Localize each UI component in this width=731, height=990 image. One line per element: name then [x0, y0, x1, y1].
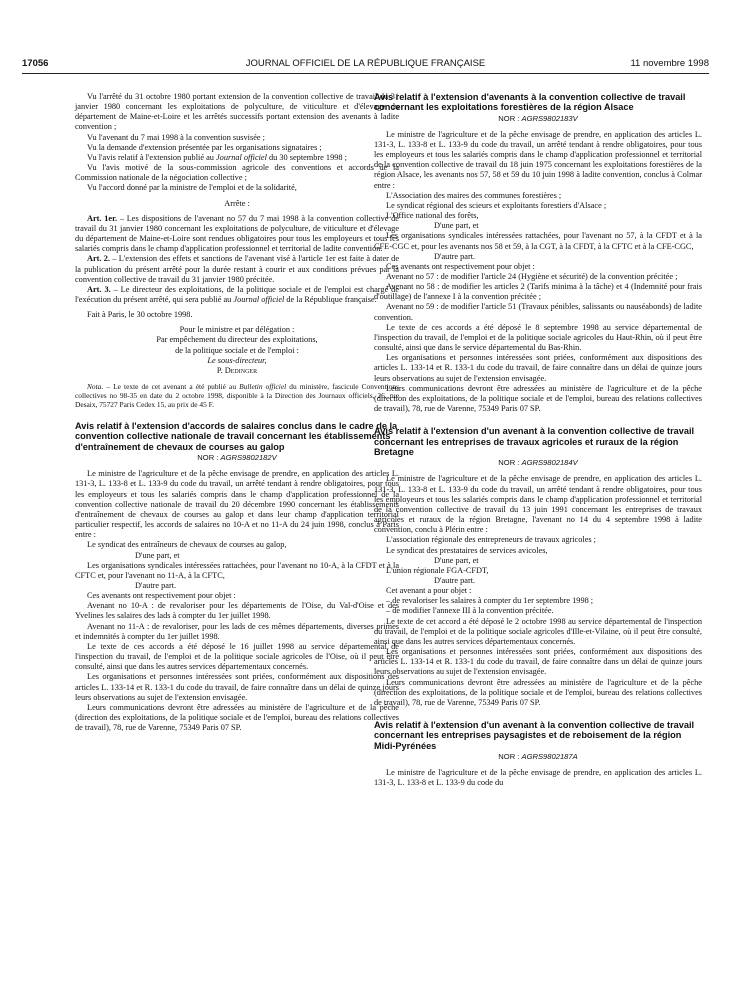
avis-paragraph: Avenant no 11-A : de revaloriser, pour les lads de ces mêmes départements, diverses primes et indemnités à compter du 1er juillet 1998.	[75, 621, 399, 641]
nor-code: AGRS9802183V	[521, 113, 578, 123]
arrete-heading: Arrête :	[224, 198, 250, 208]
avis-paragraph: Le texte de ces accords a été déposé le 8 septembre 1998 au service départemental de l'inspection du travail, de l'emploi et de la politique sociale agricoles du Haut-Rhin, où il peut être consulté, ainsi que dans le service départemental du Bas-Rhin.	[374, 322, 702, 353]
nor-code: AGRS9802187A	[521, 752, 578, 762]
article-3-label: Art. 3.	[87, 284, 111, 294]
avis-paragraph: Le texte de ces accords a été déposé le 16 juillet 1998 au service départemental de l'inspection du travail, de l'emploi et de la politique sociale agricoles de l'Oise, où il peut être consulté, ainsi que dans les autres services départementaux concernés.	[75, 641, 399, 672]
visa-paragraph: Vu la demande d'extension présentée par les organisations signataires ;	[87, 142, 322, 152]
avis-paragraph: D'autre part.	[135, 581, 177, 590]
nor-reference	[374, 752, 702, 762]
avis-paragraph: L'Association des maires des communes forestières ;	[386, 190, 562, 200]
article-3	[75, 285, 399, 305]
article-1-text: – Les dispositions de l'avenant no 57 du 7 mai 1998 à la convention collective de travail du 31 janvier 1980 concernant les exploitations de polyculture, de viticulture et d'élevage du département de Maine-et-Loire sont rendues obligatoires pour tous les employeurs et tous les salariés compris dans le champ d'application professionnel et territorial de ladite convention.	[75, 213, 399, 254]
avis-paragraph: Ces avenants ont respectivement pour objet :	[87, 591, 236, 601]
avis-paragraph: Avenant no 57 : de modifier l'article 24 (Hygiène et sécurité) de la convention précitée ;	[386, 272, 678, 281]
avis-midi-pyrenees-section	[374, 720, 702, 789]
avis-paragraph: D'autre part.	[434, 575, 476, 585]
avis-bretagne-section	[374, 426, 702, 708]
nota-text: – Le texte de cet avenant a été publié au	[106, 382, 237, 392]
article-3-text: – Le directeur des exploitations, de la politique sociale et de l'emploi est chargé de l'exécution du présent arrêté, qui sera publié au	[75, 284, 400, 304]
nor-label: NOR :	[498, 113, 520, 123]
avis-paragraph: Les organisations et personnes intéressées sont priées, conformément aux dispositions des articles L. 133-14 et R. 133-1 du code du travail, de faire connaître dans un délai de quinze jours leurs observations au sujet de l'extension envisagée.	[374, 353, 702, 383]
page-number: 17056	[22, 58, 49, 69]
avis-paragraph: Avenant no 10-A : de revaloriser pour les départements de l'Oise, du Val-d'Oise et des Yvelines les salaires des lads à compter du 1er juillet 1998.	[75, 601, 399, 621]
nor-reference	[374, 458, 702, 468]
avis-title: Avis relatif à l'extension d'avenants à la convention collective de travail concernant les exploitations forestières de la région Alsace	[374, 92, 686, 113]
avis-paragraph: Les organisations et personnes intéressées sont priées, conformément aux dispositions des articles L. 133-14 et R. 133-1 du code du travail, de faire connaître dans un délai de quinze jours leurs observations au sujet de l'extension envisagée.	[374, 647, 702, 677]
journal-officiel-ref: Journal officiel	[233, 294, 285, 304]
visa-paragraph	[75, 153, 399, 163]
nor-reference	[374, 114, 702, 124]
nor-label: NOR :	[498, 458, 520, 468]
avis-paragraph: Les organisations syndicales intéressées rattachées, pour l'avenant no 10-A, à la CFDT et à la CFTC et, pour l'avenant no 11-A, à la CFTC,	[75, 560, 399, 580]
issue-date: 11 novembre 1998	[630, 58, 709, 69]
nor-code: AGRS9802182V	[220, 453, 277, 463]
visa-paragraph: Vu l'avenant du 7 mai 1998 à la convention susvisée ;	[87, 132, 265, 142]
nota-paragraph	[75, 382, 399, 409]
left-column	[75, 92, 399, 733]
avis-alsace-section	[374, 92, 702, 414]
avis-paragraph: L'union régionale FGA-CFDT,	[386, 565, 489, 575]
bulletin-officiel-ref: Bulletin officiel	[239, 382, 287, 392]
avis-paragraph: Le texte de cet accord a été déposé le 2 octobre 1998 au service départemental de l'inspection du travail, de l'emploi et de la politique sociale agricoles d'Ille-et-Vilaine, où il peut être consulté, ainsi que dans les autres services départementaux concernés.	[374, 616, 702, 646]
signature-line: de la politique sociale et de l'emploi :	[175, 345, 299, 355]
journal-title: JOURNAL OFFICIEL DE LA RÉPUBLIQUE FRANÇAISE	[245, 58, 486, 69]
signature-line: Par empêchement du directeur des exploitations,	[156, 335, 318, 345]
avis-title: Avis relatif à l'extension d'un avenant à la convention collective de travail concernant les entreprises de travaux agricoles et ruraux de la région Bretagne	[374, 426, 695, 457]
visa-text: Vu l'avis relatif à l'extension publié au	[87, 152, 214, 162]
nor-label: NOR :	[197, 453, 219, 463]
nor-reference	[75, 453, 399, 463]
avis-paragraph: D'une part, et	[434, 221, 479, 231]
article-1-label: Art. 1er.	[87, 213, 118, 223]
avis-paragraph: Le ministre de l'agriculture et de la pêche envisage de prendre, en application des articles L. 131-3, L. 133-8 et L. 133-9 du code du travail, un arrêté tendant à rendre obligatoires, pour tous les employeurs et tous les salariés compris dans le champ d'application professionnel et territorial de la convention collective de travail du 13 juin 1991 concernant les entreprises de travaux agricoles et ruraux de la région Bretagne, l'avenant no 14 du 4 septembre 1998 à ladite convention, conclu à Plérin entre :	[374, 474, 702, 535]
article-2-text: – L'extension des effets et sanctions de l'avenant visé à l'article 1er est faite à dater de la publication du présent arrêté pour la durée restant à courir et aux conditions prévues par la convention collective de travail du 31 janvier 1980 précitée.	[75, 254, 400, 284]
nor-code: AGRS9802184V	[521, 458, 578, 468]
avis-paragraph: Leurs communications devront être adressées au ministère de l'agriculture et de la pêche (direction des exploitations, de la politique sociale et de l'emploi, bureau des relations collectives de travail), 78, rue de Varenne, 75349 Paris 07 SP.	[75, 702, 399, 733]
avis-chevaux-section	[75, 421, 399, 733]
avis-title: Avis relatif à l'extension d'accords de salaires conclus dans le cadre de la convention collective nationale de travail concernant les établissements d'entraînement de chevaux de courses au galop	[75, 421, 398, 452]
article-1	[75, 214, 399, 255]
avis-paragraph: Leurs communications devront être adressées au ministère de l'agriculture et de la pêche (direction des exploitations, de la politique sociale et de l'emploi, bureau des relations collectives de travail), 78, rue de Varenne, 75349 Paris 07 SP.	[374, 677, 702, 707]
visa-text: du 30 septembre 1998 ;	[269, 152, 347, 162]
signature-line: Pour le ministre et par délégation :	[179, 325, 295, 335]
fait-line: Fait à Paris, le 30 octobre 1998.	[87, 310, 193, 320]
avis-paragraph: D'une part, et	[434, 555, 479, 565]
page-header	[22, 58, 709, 72]
avis-paragraph: D'une part, et	[135, 550, 180, 560]
avis-paragraph: L'association régionale des entrepreneurs de travaux agricoles ;	[386, 535, 596, 545]
avis-paragraph: Avenant no 58 : de modifier les articles 2 (Tarifs minima à la tâche) et 4 (Indemnité pour frais d'outillage) de l'annexe I à la convention précitée ;	[374, 282, 702, 302]
avis-paragraph: Cet avenant a pour objet :	[386, 586, 472, 596]
avis-paragraph: Le ministre de l'agriculture et de la pêche envisage de prendre, en application des articles L. 131-3, L. 133-8 et L. 133-9 du code du	[374, 768, 702, 788]
nota-label: Nota.	[87, 382, 104, 392]
avis-paragraph: – de modifier l'annexe III à la convention précitée.	[386, 606, 554, 616]
signatory-title: Le sous-directeur,	[207, 355, 267, 365]
nor-label: NOR :	[498, 752, 520, 762]
article-3-text-end: de la République française.	[286, 294, 377, 304]
avis-paragraph: Le syndicat des prestataires de services avicoles,	[386, 545, 548, 555]
nota-text-end: du ministère, fascicule Conventions collectives no 98-35 en date du 2 octobre 1998, disponible à la Direction des Journaux officiels, 26, rue Desaix, 75727 Paris Cedex 15, au prix de 45 F.	[75, 382, 399, 410]
avis-paragraph: Le syndicat des entraîneurs de chevaux de courses au galop,	[87, 540, 287, 550]
right-column	[374, 92, 702, 789]
avis-paragraph: Les organisations syndicales intéressées rattachées, pour l'avenant no 57, à la CFDT et à la CFE-CGC et, pour les avenants nos 58 et 59, à la CGT, à la CFDT, à la CFTC et à la CFE-CGC,	[374, 231, 702, 251]
avis-paragraph: Les organisations et personnes intéressées sont priées, conformément aux dispositions des articles L. 133-14 et R. 133-1 du code du travail, de faire connaître dans un délai de quinze jours leurs observations au sujet de l'extension envisagée.	[75, 672, 399, 702]
avis-paragraph: Avenant no 59 : de modifier l'article 51 (Travaux pénibles, salissants ou nauséabonds) de ladite convention.	[374, 302, 702, 322]
avis-paragraph: Le ministre de l'agriculture et de la pêche envisage de prendre, en application des articles L. 131-3, L. 133-8 et L. 133-9 du code du travail, un arrêté tendant à rendre obligatoires, pour tous les employeurs et tous les salariés compris dans le champ d'application professionnel de la convention collective nationale de travail du 20 décembre 1990 concernant les établissements d'entraînement de chevaux de courses au galop et dans leur champ d'application territorial particulier respectif, les accords de salaires no 10-A et no 11-A du 24 juin 1998, conclus à Paris entre :	[75, 469, 399, 540]
signatory-name: P. Dedinger	[216, 365, 258, 375]
visa-paragraph: Vu l'avis motivé de la sous-commission agricole des conventions et accords de la Commission nationale de la négociation collective ;	[75, 163, 399, 183]
visa-paragraph: Vu l'accord donné par la ministre de l'emploi et de la solidarité,	[87, 183, 297, 193]
article-2	[75, 254, 399, 284]
avis-paragraph: Leurs communications devront être adressées au ministère de l'agriculture et de la pêche (direction des exploitations, de la politique sociale et de l'emploi, bureau des relations collectives de travail), 78, rue de Varenne, 75349 Paris 07 SP.	[374, 383, 702, 414]
article-2-label: Art. 2.	[87, 254, 111, 264]
avis-paragraph: Le syndicat régional des scieurs et exploitants forestiers d'Alsace ;	[386, 200, 607, 210]
avis-paragraph: D'autre part.	[434, 251, 476, 261]
avis-paragraph: Ces avenants ont respectivement pour objet :	[386, 261, 535, 271]
avis-paragraph: Le ministre de l'agriculture et de la pêche envisage de prendre, en application des articles L. 131-3, L. 133-8 et L. 133-9 du code du travail, un arrêté tendant à rendre obligatoires, pour tous les employeurs et tous les salariés compris dans le champ d'application professionnel et territorial de la convention collective de travail du 18 juin 1975 concernant les exploitations forestières de la région Alsace, les avenants nos 57, 58 et 59 du 10 juin 1998 à ladite convention, conclus à Colmar entre :	[374, 129, 702, 190]
header-rule	[22, 73, 709, 74]
journal-officiel-ref: Journal officiel	[216, 152, 267, 162]
avis-paragraph: – de revaloriser les salaires à compter du 1er septembre 1998 ;	[386, 596, 594, 606]
visa-paragraph: Vu l'arrêté du 31 octobre 1980 portant extension de la convention collective de travail du 31 janvier 1980 concernant les exploitations de polyculture, de viticulture et d'élevage du département de Maine-et-Loire et les arrêtés successifs portant extension des avenants à ladite convention ;	[75, 92, 399, 132]
avis-title: Avis relatif à l'extension d'un avenant à la convention collective de travail concernant les entreprises paysagistes et de reboisement de la région Midi-Pyrénées	[374, 720, 695, 751]
avis-paragraph: L'Office national des forêts,	[386, 211, 479, 221]
